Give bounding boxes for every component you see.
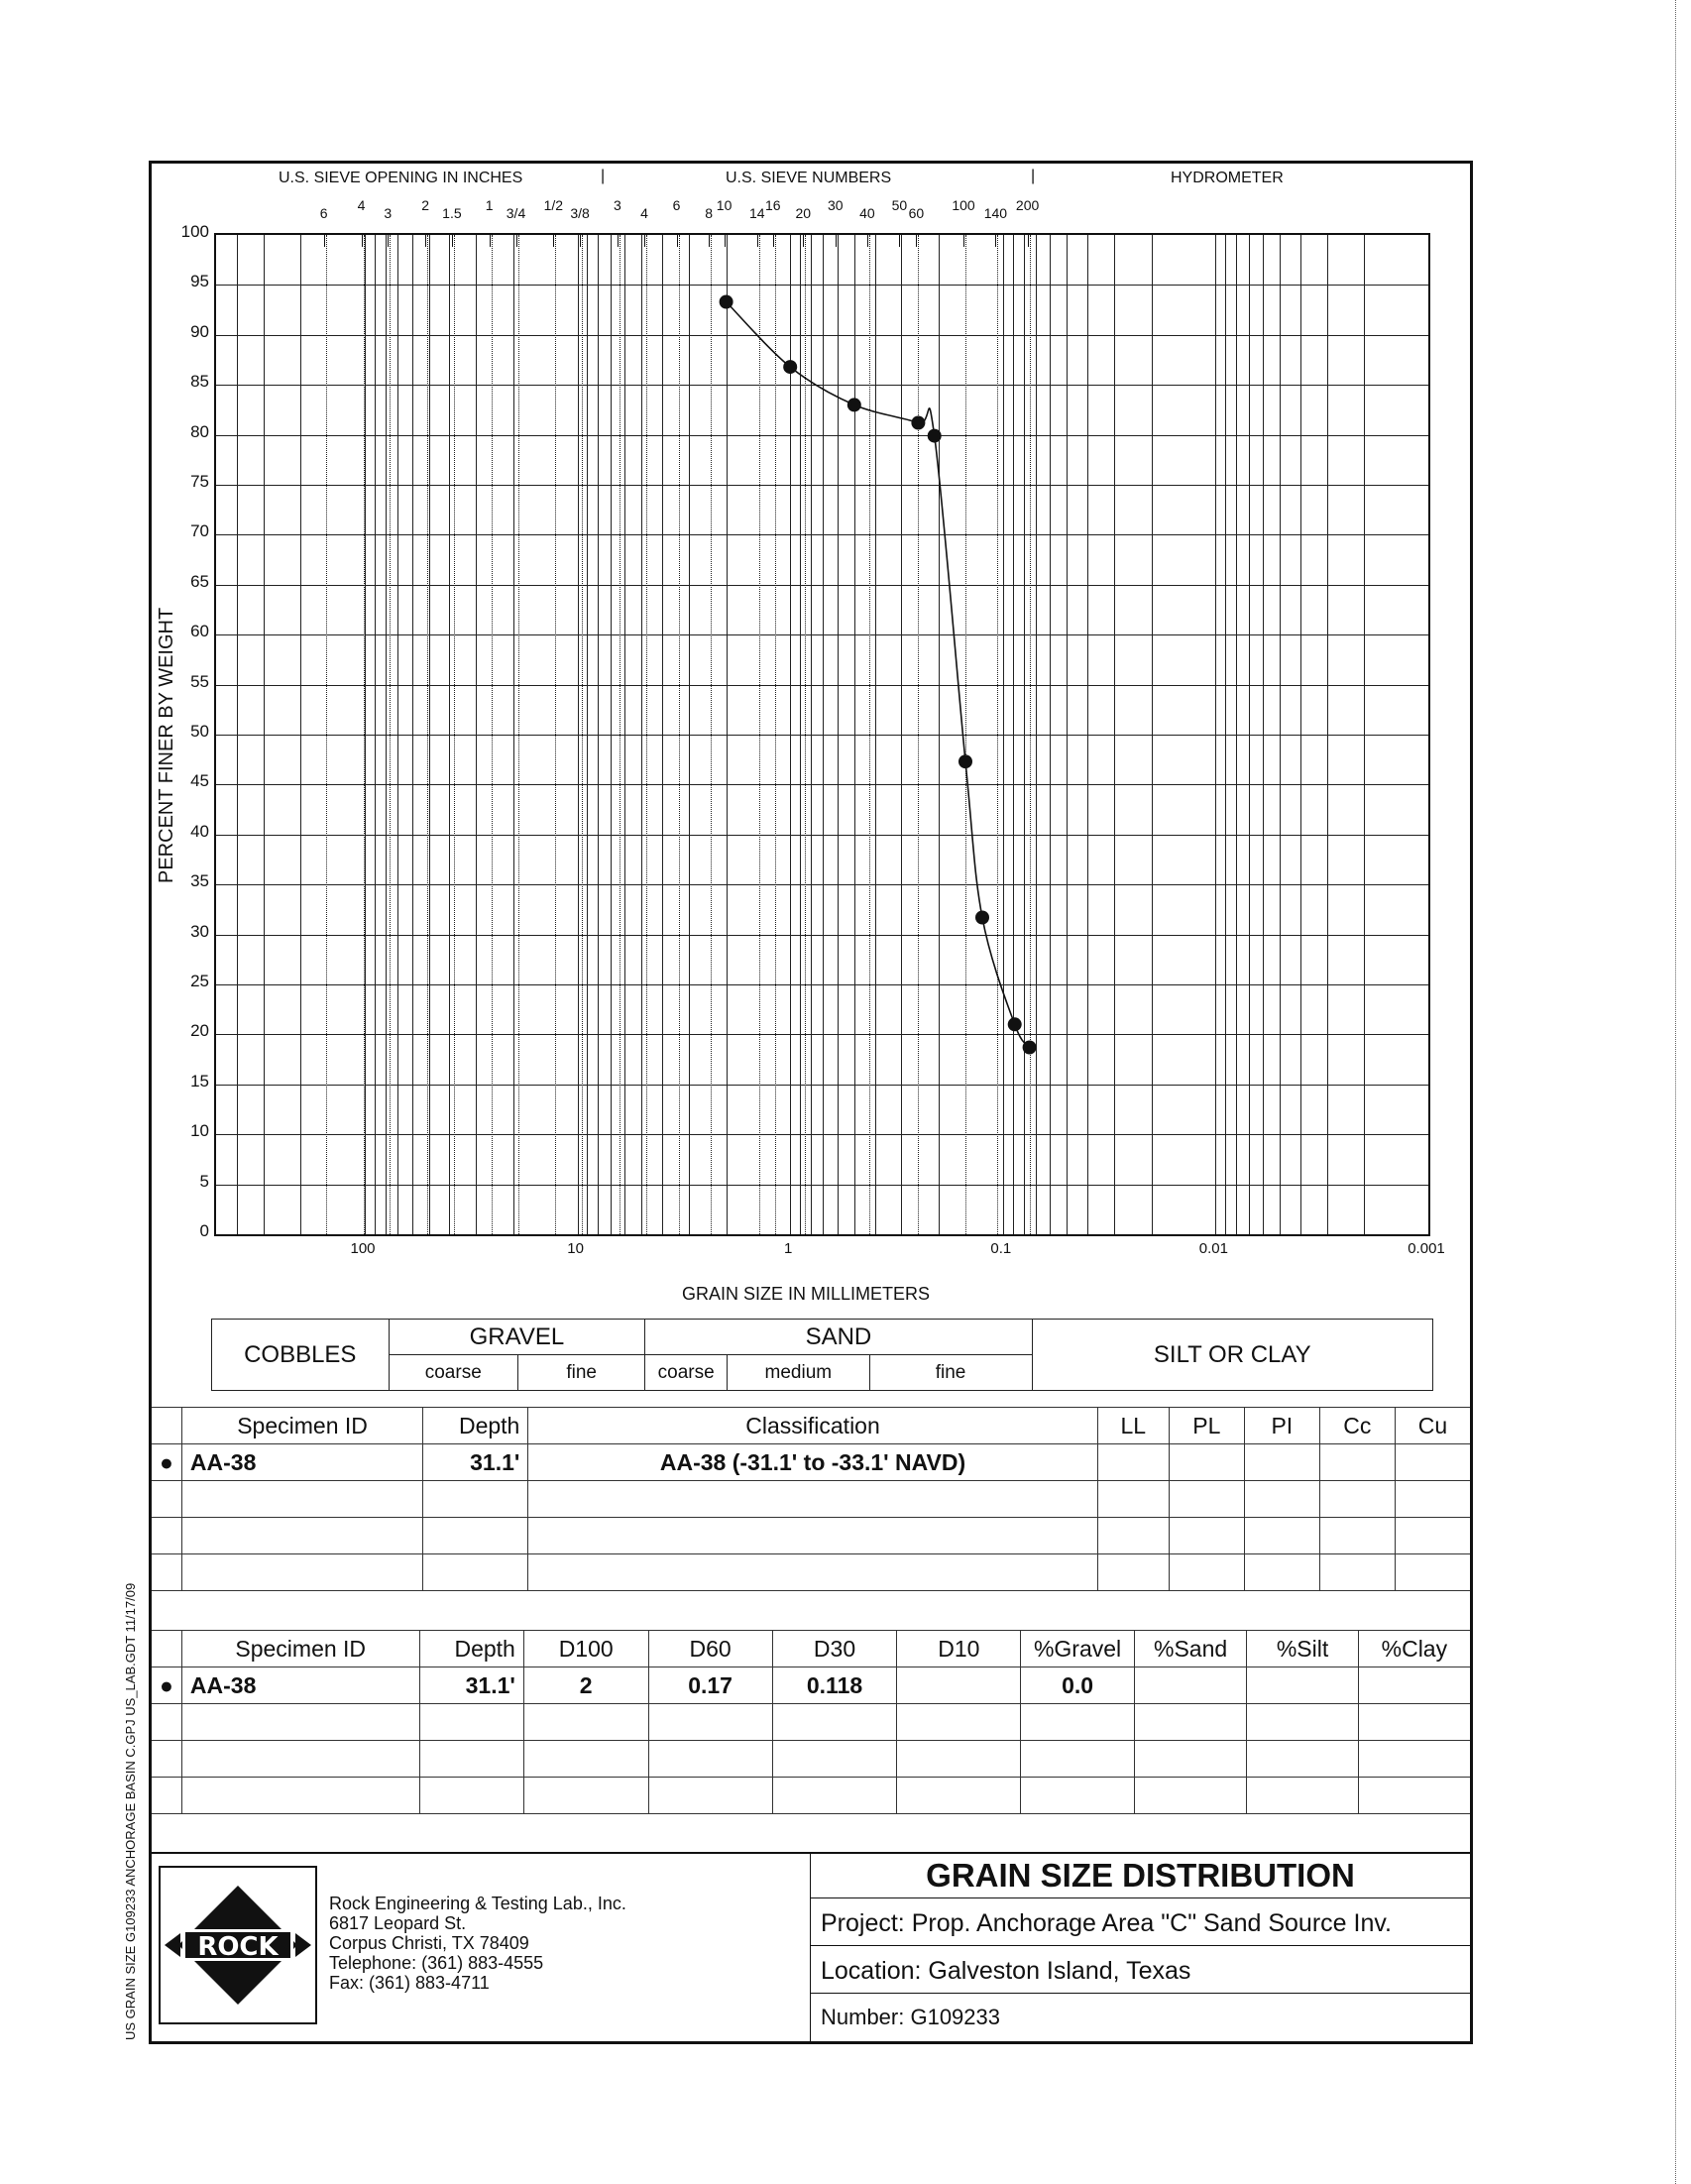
sieve-inches-title: U.S. SIEVE OPENING IN INCHES bbox=[279, 170, 523, 186]
soil-classification-bands bbox=[211, 1319, 1433, 1391]
header-divider: | bbox=[601, 168, 606, 184]
sieve-label: 40 bbox=[859, 205, 875, 221]
classification-table bbox=[152, 1407, 1470, 1591]
sieve-label: 4 bbox=[640, 205, 648, 221]
sieve-label: 60 bbox=[908, 205, 925, 221]
y-tick-label: 85 bbox=[190, 372, 209, 392]
t2-pct-sand bbox=[1134, 1667, 1247, 1704]
x-tick-label: 10 bbox=[567, 1240, 584, 1257]
y-tick-label: 30 bbox=[190, 921, 209, 941]
sieve-label: 140 bbox=[983, 205, 1008, 221]
band-sand-fine: fine bbox=[869, 1355, 1032, 1391]
t2-d100: 2 bbox=[523, 1667, 648, 1704]
band-gravel: GRAVEL bbox=[389, 1320, 645, 1355]
y-tick-label: 100 bbox=[180, 222, 209, 241]
t2-d10 bbox=[897, 1667, 1021, 1704]
y-tick-label: 15 bbox=[190, 1071, 209, 1091]
report-title: GRAIN SIZE DISTRIBUTION bbox=[811, 1854, 1470, 1898]
chart-plot-area bbox=[214, 233, 1430, 1236]
t2-header-silt: %Silt bbox=[1247, 1631, 1358, 1667]
header-divider: | bbox=[1031, 168, 1036, 184]
y-tick-label: 5 bbox=[199, 1171, 209, 1191]
sieve-label: 20 bbox=[795, 205, 812, 221]
y-tick-label: 10 bbox=[190, 1121, 209, 1141]
y-tick-label: 35 bbox=[190, 871, 209, 891]
company-fax: Fax: (361) 883-4711 bbox=[329, 1973, 490, 1993]
report-footer bbox=[149, 1852, 1473, 2044]
t1-depth: 31.1' bbox=[423, 1444, 528, 1481]
y-tick-label: 70 bbox=[190, 521, 209, 541]
t1-header-cu: Cu bbox=[1395, 1408, 1470, 1444]
chart-curve-svg bbox=[216, 235, 1428, 1234]
y-tick-label: 50 bbox=[190, 722, 209, 741]
y-tick-label: 25 bbox=[190, 972, 209, 990]
band-cobbles: COBBLES bbox=[212, 1320, 390, 1391]
sieve-label: 1.5 bbox=[442, 205, 462, 221]
sieve-label: 6 bbox=[672, 197, 681, 213]
t2-specimen-id: AA-38 bbox=[181, 1667, 419, 1704]
t2-header-d100: D100 bbox=[523, 1631, 648, 1667]
series-marker: ● bbox=[152, 1667, 181, 1704]
report-location: Location: Galveston Island, Texas bbox=[821, 1957, 1191, 1985]
t1-header-depth: Depth bbox=[423, 1408, 528, 1444]
series-marker: ● bbox=[152, 1444, 181, 1481]
company-logo bbox=[159, 1866, 317, 2024]
data-point bbox=[847, 398, 861, 411]
sieve-label: 10 bbox=[716, 197, 733, 213]
company-street: 6817 Leopard St. bbox=[329, 1913, 467, 1933]
report-frame bbox=[149, 161, 1473, 2044]
t2-header-clay: %Clay bbox=[1358, 1631, 1470, 1667]
gradation-table bbox=[152, 1630, 1470, 1814]
t1-header-cc: Cc bbox=[1319, 1408, 1395, 1444]
t1-header-classification: Classification bbox=[528, 1408, 1097, 1444]
marker-col bbox=[152, 1408, 181, 1444]
t1-header-pi: PI bbox=[1244, 1408, 1319, 1444]
x-tick-label: 1 bbox=[784, 1240, 793, 1257]
t1-classification: AA-38 (-31.1' to -33.1' NAVD) bbox=[528, 1444, 1097, 1481]
t2-pct-gravel: 0.0 bbox=[1021, 1667, 1134, 1704]
y-tick-label: 80 bbox=[190, 421, 209, 441]
t2-pct-silt bbox=[1247, 1667, 1358, 1704]
band-gravel-fine: fine bbox=[517, 1355, 644, 1391]
band-gravel-coarse: coarse bbox=[389, 1355, 517, 1391]
sieve-label: 8 bbox=[705, 205, 714, 221]
data-point bbox=[720, 295, 733, 309]
t2-header-specimen: Specimen ID bbox=[181, 1631, 419, 1667]
data-point bbox=[1008, 1017, 1022, 1031]
company-address bbox=[329, 1894, 626, 1993]
band-sand-coarse: coarse bbox=[645, 1355, 728, 1391]
y-tick-label: 55 bbox=[190, 671, 209, 691]
sieve-label: 100 bbox=[952, 197, 975, 213]
t2-pct-clay bbox=[1358, 1667, 1470, 1704]
company-phone: Telephone: (361) 883-4555 bbox=[329, 1953, 544, 1973]
t2-header-depth: Depth bbox=[419, 1631, 523, 1667]
sieve-label: 16 bbox=[765, 197, 781, 213]
sieve-label: 1/2 bbox=[543, 197, 564, 213]
report-project: Project: Prop. Anchorage Area "C" Sand Source Inv. bbox=[821, 1909, 1392, 1937]
sieve-label: 1 bbox=[485, 197, 494, 213]
y-tick-label: 75 bbox=[190, 472, 209, 491]
y-tick-label: 40 bbox=[190, 821, 209, 841]
x-tick-label: 0.001 bbox=[1408, 1240, 1445, 1257]
x-axis-title: GRAIN SIZE IN MILLIMETERS bbox=[682, 1284, 931, 1304]
data-point bbox=[958, 754, 972, 768]
band-sand-medium: medium bbox=[728, 1355, 869, 1391]
y-tick-label: 0 bbox=[199, 1221, 209, 1240]
sieve-label: 2 bbox=[421, 197, 429, 213]
report-info-block bbox=[811, 1852, 1473, 2044]
y-tick-label: 95 bbox=[190, 272, 209, 291]
logo-text: ROCK bbox=[197, 1932, 279, 1962]
t1-header-ll: LL bbox=[1097, 1408, 1169, 1444]
band-sand: SAND bbox=[645, 1320, 1032, 1355]
t1-header-pl: PL bbox=[1169, 1408, 1244, 1444]
sieve-label: 3/4 bbox=[506, 205, 526, 221]
data-point bbox=[928, 429, 942, 443]
company-block bbox=[149, 1852, 811, 2044]
sieve-label: 3/8 bbox=[570, 205, 590, 221]
x-tick-label: 0.1 bbox=[990, 1240, 1012, 1257]
t1-specimen-id: AA-38 bbox=[181, 1444, 422, 1481]
t2-header-sand: %Sand bbox=[1134, 1631, 1247, 1667]
sieve-label: 3 bbox=[613, 197, 621, 213]
y-axis-title: PERCENT FINER BY WEIGHT bbox=[156, 607, 177, 883]
x-tick-label: 100 bbox=[350, 1240, 376, 1257]
t2-depth: 31.1' bbox=[419, 1667, 523, 1704]
rock-logo-icon bbox=[161, 1868, 315, 2022]
side-file-label: US GRAIN SIZE G109233 ANCHORAGE BASIN C.GPJ US_LAB.GDT 11/17/09 bbox=[123, 1582, 138, 2040]
y-tick-label: 45 bbox=[190, 771, 209, 791]
y-tick-label: 60 bbox=[190, 622, 209, 641]
sieve-label: 3 bbox=[384, 205, 393, 221]
x-tick-label: 0.01 bbox=[1198, 1240, 1228, 1257]
t1-header-specimen: Specimen ID bbox=[181, 1408, 422, 1444]
data-point bbox=[1023, 1041, 1037, 1055]
sieve-labels bbox=[152, 164, 1470, 233]
t2-header-d60: D60 bbox=[648, 1631, 772, 1667]
series-line bbox=[727, 302, 1030, 1048]
hydrometer-title: HYDROMETER bbox=[1171, 170, 1284, 186]
sieve-label: 200 bbox=[1015, 197, 1040, 213]
t2-header-d10: D10 bbox=[897, 1631, 1021, 1667]
sieve-label: 50 bbox=[891, 197, 908, 213]
company-city: Corpus Christi, TX 78409 bbox=[329, 1933, 529, 1953]
data-point bbox=[911, 416, 925, 430]
data-point bbox=[975, 911, 989, 925]
data-point bbox=[783, 360, 797, 374]
sieve-label: 14 bbox=[749, 205, 765, 221]
company-name: Rock Engineering & Testing Lab., Inc. bbox=[329, 1894, 626, 1913]
t2-header-gravel: %Gravel bbox=[1021, 1631, 1134, 1667]
t2-d60: 0.17 bbox=[648, 1667, 772, 1704]
sieve-label: 30 bbox=[828, 197, 844, 213]
y-tick-label: 20 bbox=[190, 1021, 209, 1041]
y-tick-label: 65 bbox=[190, 571, 209, 591]
report-number: Number: G109233 bbox=[821, 2005, 1000, 2029]
y-tick-label: 90 bbox=[190, 321, 209, 341]
band-silt-clay: SILT OR CLAY bbox=[1032, 1320, 1432, 1391]
t2-d30: 0.118 bbox=[772, 1667, 897, 1704]
t2-header-d30: D30 bbox=[772, 1631, 897, 1667]
sieve-label: 6 bbox=[319, 205, 328, 221]
sieve-numbers-title: U.S. SIEVE NUMBERS bbox=[726, 170, 892, 186]
x-axis-labels bbox=[152, 1240, 1476, 1264]
page-edge-line bbox=[1675, 0, 1676, 2184]
sieve-label: 4 bbox=[357, 197, 366, 213]
